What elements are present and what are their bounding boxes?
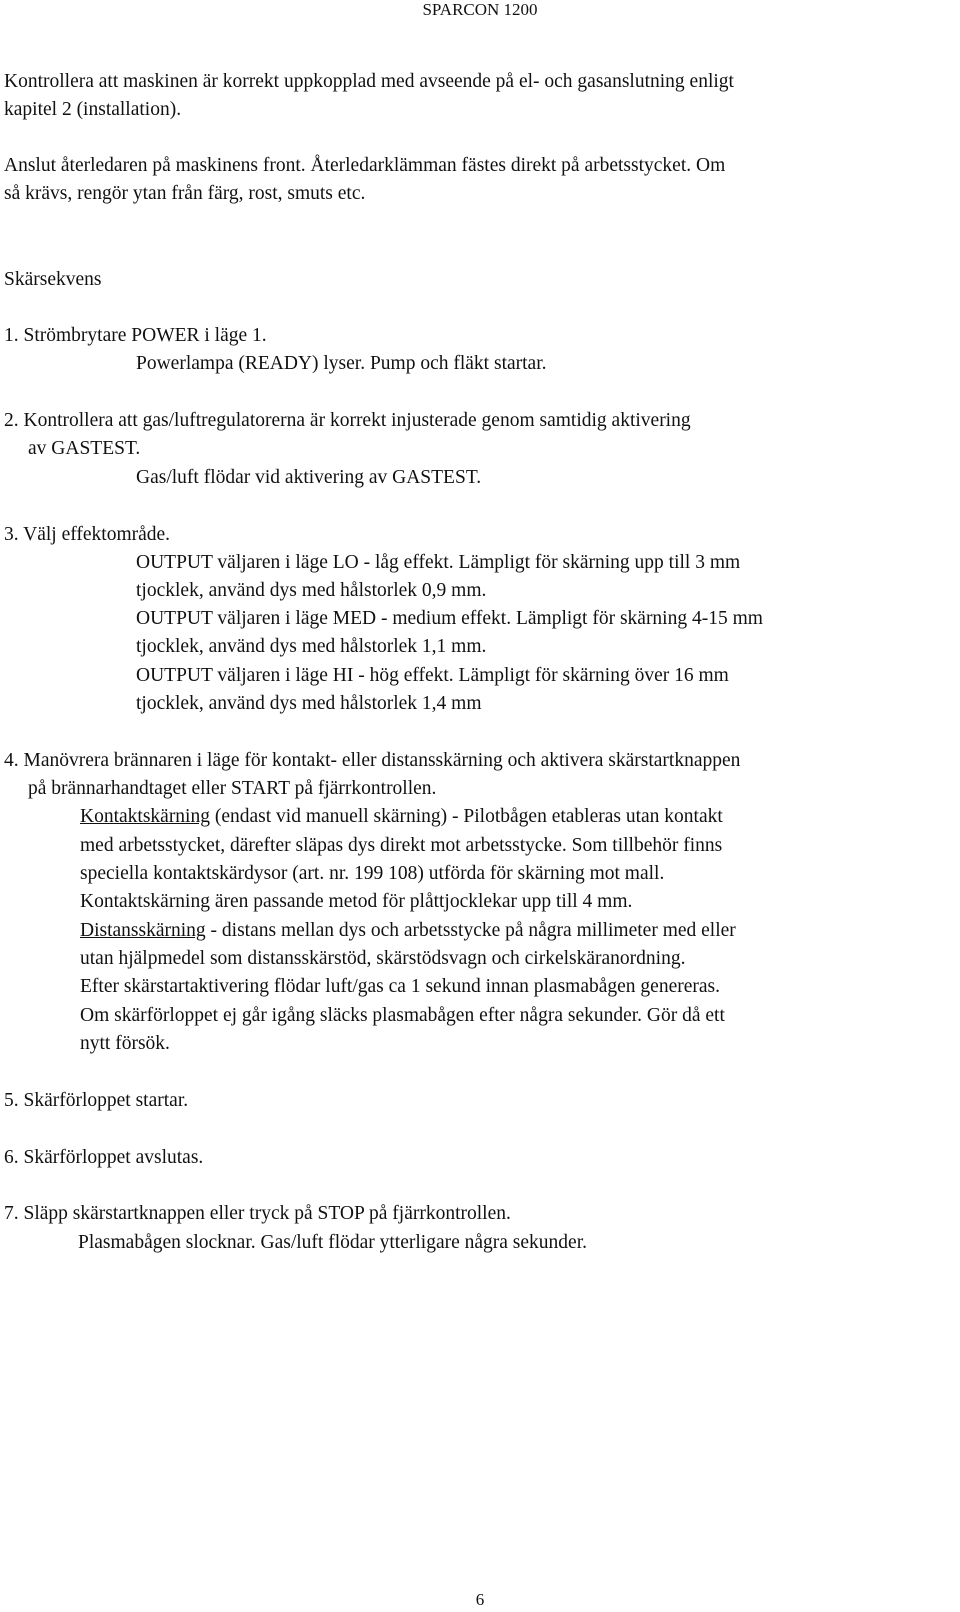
section-heading: Skärsekvens [4, 269, 102, 290]
step-7-detail: Plasmabågen slocknar. Gas/luft flödar ytterligare några sekunder. [78, 1232, 587, 1253]
distansskarning-term: Distansskärning [80, 920, 206, 941]
step-3-detail-line: OUTPUT väljaren i läge MED - medium effekt. Lämpligt för skärning 4-15 mm [136, 608, 763, 629]
intro-paragraph-2-line-2: så krävs, rengör ytan från färg, rost, smuts etc. [4, 183, 366, 204]
step-3-detail-line: OUTPUT väljaren i läge LO - låg effekt. Lämpligt för skärning upp till 3 mm [136, 552, 741, 573]
step-3-detail-line: tjocklek, använd dys med hålstorlek 1,4 mm [136, 693, 482, 714]
kontakt-paragraph-line: speciella kontaktskärdysor (art. nr. 199 108) utförda för skärning mot mall. [80, 863, 665, 884]
kontakt-first-line-rest: (endast vid manuell skärning) - Pilotbågen etableras utan kontakt [209, 806, 723, 827]
page-number: 6 [475, 1590, 485, 1609]
intro-paragraph-2-line-1: Anslut återledaren på maskinens front. Återledarklämman fästes direkt på arbetsstycket. Om [4, 155, 726, 176]
intro-paragraph-1-line-2: kapitel 2 (installation). [4, 99, 182, 120]
kontakt-paragraph-first-line [80, 805, 723, 829]
step-4-line-1: 4. Manövrera brännaren i läge för kontakt- eller distansskärning och aktivera skärstartknappen [4, 750, 741, 771]
distans-paragraph-line: Efter skärstartaktivering flödar luft/gas ca 1 sekund innan plasmabågen genereras. [80, 976, 721, 997]
step-5: 5. Skärförloppet startar. [4, 1090, 189, 1111]
step-1-detail: Powerlampa (READY) lyser. Pump och fläkt startar. [136, 353, 547, 374]
step-2-detail: Gas/luft flödar vid aktivering av GASTEST. [136, 467, 482, 488]
step-2-line-2: av GASTEST. [28, 438, 141, 459]
kontakt-paragraph-line: med arbetsstycket, därefter släpas dys direkt mot arbetsstycke. Som tillbehör finns [80, 835, 723, 856]
page-header: SPARCON 1200 [422, 0, 538, 19]
intro-paragraph-1-line-1: Kontrollera att maskinen är korrekt uppkopplad med avseende på el- och gasanslutning enligt [4, 71, 734, 92]
step-3: 3. Välj effektområde. [4, 524, 171, 545]
step-3-detail-line: tjocklek, använd dys med hålstorlek 0,9 mm. [136, 580, 487, 601]
distans-paragraph-first-line [80, 919, 736, 943]
kontaktskarning-term: Kontaktskärning [80, 806, 210, 827]
step-6: 6. Skärförloppet avslutas. [4, 1147, 204, 1168]
distans-paragraph-line: Om skärförloppet ej går igång släcks plasmabågen efter några sekunder. Gör då ett [80, 1005, 725, 1026]
step-7: 7. Släpp skärstartknappen eller tryck på STOP på fjärrkontrollen. [4, 1203, 511, 1224]
kontakt-paragraph-line: Kontaktskärning ären passande metod för plåttjocklekar upp till 4 mm. [80, 891, 633, 912]
distans-paragraph-line: nytt försök. [80, 1033, 170, 1054]
distans-paragraph-line: utan hjälpmedel som distansskärstöd, skärstödsvagn och cirkelskäranordning. [80, 948, 686, 969]
step-1: 1. Strömbrytare POWER i läge 1. [4, 325, 267, 346]
step-3-detail-line: OUTPUT väljaren i läge HI - hög effekt. Lämpligt för skärning över 16 mm [136, 665, 729, 686]
step-2-line-1: 2. Kontrollera att gas/luftregulatorerna är korrekt injusterade genom samtidig aktivering [4, 410, 691, 431]
step-4-line-2: på brännarhandtaget eller START på fjärrkontrollen. [28, 778, 437, 799]
step-3-detail-line: tjocklek, använd dys med hålstorlek 1,1 mm. [136, 636, 487, 657]
distans-first-line-rest: - distans mellan dys och arbetsstycke på några millimeter med eller [205, 920, 736, 941]
